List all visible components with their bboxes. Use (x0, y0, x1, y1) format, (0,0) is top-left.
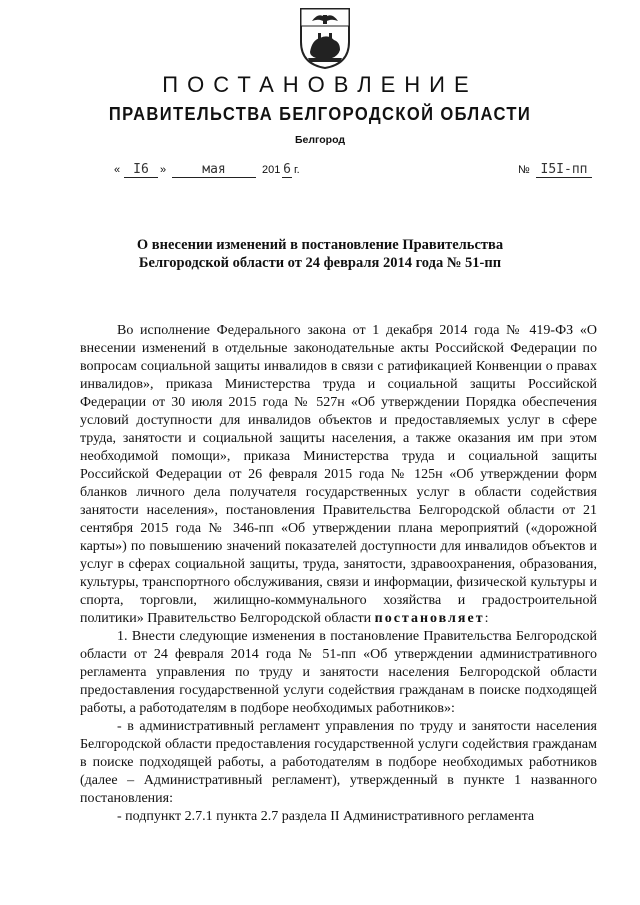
preamble-paragraph (80, 322, 597, 628)
date-open-quote: « (114, 164, 121, 176)
resolves-word: постановляет (374, 611, 485, 626)
date-day: I6 (124, 162, 158, 178)
date-year-suffix: 6 (283, 162, 291, 177)
coat-of-arms-emblem (298, 6, 352, 70)
date-year-end: г. (294, 164, 300, 176)
item-1-subparagraph: - в административный регламент управления по труду и занятости населения Белгородской области предоставления государственной услуги содействия гражданам в поиске подходящей работы, а работодателям в подборе необходимых работников (далее – Административный регламент), утвержденный в пункте 1 названного постановления: (80, 719, 597, 806)
document-type-heading: ПОСТАНОВЛЕНИЕ (162, 72, 478, 97)
item-1-paragraph: 1. Внести следующие изменения в постановление Правительства Белгородской области от 24 февраля 2014 года № 51-пп «Об утверждении административного регламента управления по труду и занятости населения Белгородской области предоставления государственной услуги содействия гражданам в поиске подходящей работы, а работодателям в подборе необходимых работников»: (80, 629, 597, 716)
issuing-authority-heading: ПРАВИТЕЛЬСТВА БЕЛГОРОДСКОЙ ОБЛАСТИ (108, 104, 532, 124)
date-number-line (114, 162, 594, 182)
document-number: I5I-пп (536, 162, 592, 178)
resolves-colon: : (484, 611, 489, 626)
city-label: Белгород (294, 134, 346, 146)
date-close-quote: » (160, 164, 167, 176)
item-1-subparagraph: - подпункт 2.7.1 пункта 2.7 раздела II Административного регламента (117, 809, 535, 824)
document-body (80, 322, 597, 826)
title-line: О внесении изменений в постановление Правительства (136, 237, 504, 253)
number-label: № (518, 164, 530, 176)
date-year-prefix: 201 (262, 164, 281, 176)
title-line: Белгородской области от 24 февраля 2014 года № 51-пп (138, 255, 502, 271)
date-month: мая (172, 162, 256, 178)
document-title (80, 236, 560, 272)
preamble-text: Во исполнение Федерального закона от 1 декабря 2014 года № 419-ФЗ «О внесении изменений в отдельные законодательные акты Российской Федерации по вопросам социальной защиты инвалидов в связи с ратификацией Конвенции о правах инвалидов», приказа Министерства труда и социальной защиты Российской Федерации от 30 июля 2015 года № 527н «Об утверждении Порядка обеспечения условий доступности для инвалидов объектов и предоставляемых услуг в сфере труда, занятости и социальной защиты населения, а также оказания им при этом необходимой помощи», приказа Министерства труда и социальной защиты Российской Федерации от 26 февраля 2015 года № 125н «Об утверждении форм бланков личного дела получателя государственных услуг в области содействия занятости населения», постановления Правительства Белгородской области от 21 сентября 2015 года № 346-пп «Об утверждении плана мероприятий («дорожной карты») по повышению значений показателей доступности для инвалидов объектов и услуг в сферах социальной защиты, труда, занятости, здравоохранения, образования, культуры, транспортного обслуживания, связи и информации, физической культуры и спорта, торговли, жилищно-коммунального хозяйства и градостроительной политики» Правительство Белгородской области (80, 323, 597, 626)
